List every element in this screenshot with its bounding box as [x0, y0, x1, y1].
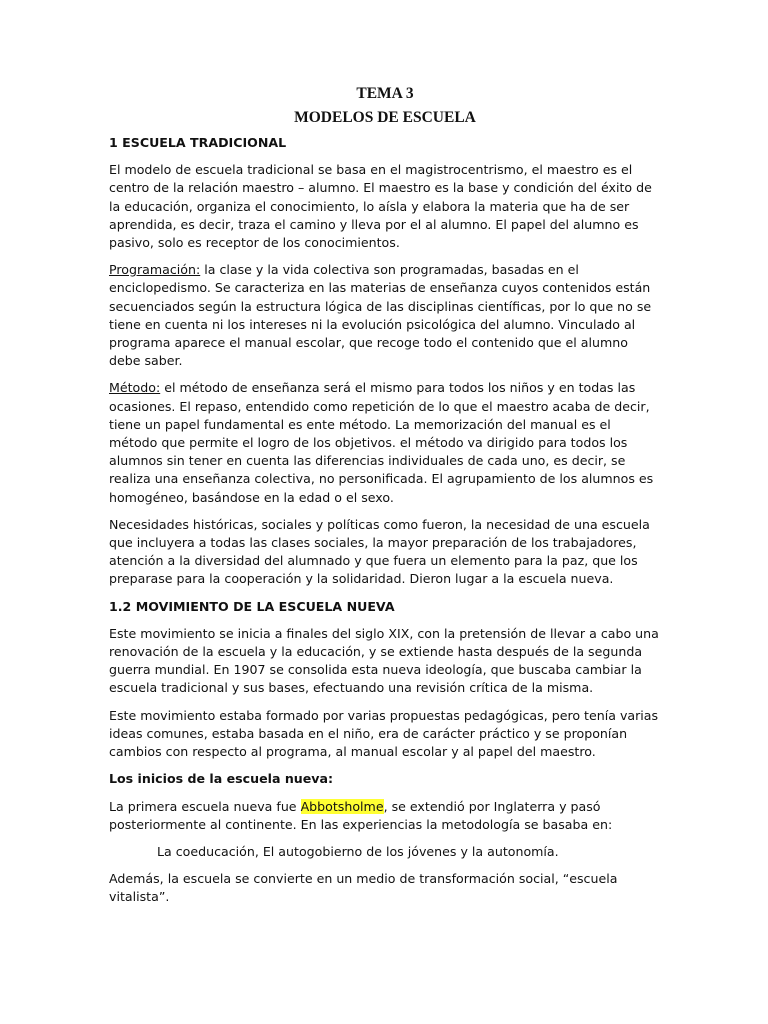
- text-metodo: el método de enseñanza será el mismo para todos los niños y en todas las ocasiones. El repaso, entendido como repetición de lo que el maestro acaba de decir, tiene un papel fundamental es ente método. La memorización del manual es el método que permite el logro de los objetivos. el método va dirigido para todos los alumnos sin tener en cuenta las diferencias individuales de cada uno, es decir, se realiza una enseñanza colectiva, no personificada. El agrupamiento de los alumnos es homogéneo, basándose en la edad o el sexo.: [109, 380, 654, 505]
- paragraph-necesidades: Necesidades históricas, sociales y políticas como fueron, la necesidad de una escuela que incluyera a todas las clases sociales, la mayor preparación de los trabajadores, atención a la diversidad del alumnado y que fuera un elemento para la paz, que los preparase para la cooperación y la solidaridad. Dieron lugar a la escuela nueva.: [109, 516, 650, 587]
- paragraph-propuestas: Este movimiento estaba formado por varias propuestas pedagógicas, pero tenía varias ideas comunes, estaba basada en el niño, era de carácter práctico y se proponían cambios con respecto al programa, al manual escolar y al papel del maestro.: [109, 707, 659, 760]
- highlighted-abbotsholme: Abbotsholme: [300, 798, 384, 814]
- paragraph-programacion: [109, 261, 661, 370]
- paragraph-movimiento-inicio: Este movimiento se inicia a finales del siglo XIX, con la pretensión de llevar a cabo una renovación de la escuela y la educación, y se extiende hasta después de la segunda guerra mundial. En 1907 se consolida esta nueva ideología, que buscaba cambiar la escuela tradicional y sus bases, efectuando una revisión crítica de la misma.: [109, 625, 659, 696]
- paragraph-magistrocentrismo: El modelo de escuela tradicional se basa en el magistrocentrismo, el maestro es el centro de la relación maestro – alumno. El maestro es la base y condición del éxito de la educación, organiza el conocimiento, lo aísla y elabora la materia que ha de ser aprendida, es decir, traza el camino y lleva por el al alumno. El papel del alumno es pasivo, solo es receptor de los conocimientos.: [109, 162, 652, 251]
- label-metodo: Método:: [109, 380, 161, 396]
- paragraph-abbotsholme: [109, 798, 661, 834]
- document-subtitle: MODELOS DE ESCUELA: [294, 109, 476, 126]
- text-programacion: la clase y la vida colectiva son programadas, basadas en el enciclopedismo. Se caracteriza en las materias de enseñanza cuyos contenidos están secuenciados según la estructura lógica de las disciplinas científicas, por lo que no se tiene en cuenta ni los intereses ni la evolución psicológica del alumno. Vinculado al programa aparece el manual escolar, que recoge todo el contenido que el alumno debe saber.: [109, 262, 652, 369]
- label-programacion: Programación:: [109, 262, 201, 278]
- subsection-heading-inicios: Los inicios de la escuela nueva:: [109, 771, 334, 787]
- paragraph-metodo: [109, 379, 661, 506]
- text-abbotsholme-before: La primera escuela nueva fue: [109, 798, 301, 814]
- document-body: [109, 84, 661, 916]
- section-heading-escuela-nueva: 1.2 MOVIMIENTO DE LA ESCUELA NUEVA: [109, 598, 395, 614]
- paragraph-coeducacion: La coeducación, El autogobierno de los jóvenes y la autonomía.: [157, 843, 559, 859]
- text-abbotsholme-after: , se extendió por Inglaterra y pasó posteriormente al continente. En las experiencias la metodología se basaba en:: [109, 798, 613, 832]
- paragraph-transformacion-social: Además, la escuela se convierte en un medio de transformación social, “escuela vitalista”.: [109, 871, 618, 905]
- document-title: TEMA 3: [356, 85, 414, 102]
- section-heading-escuela-tradicional: 1 ESCUELA TRADICIONAL: [109, 135, 287, 150]
